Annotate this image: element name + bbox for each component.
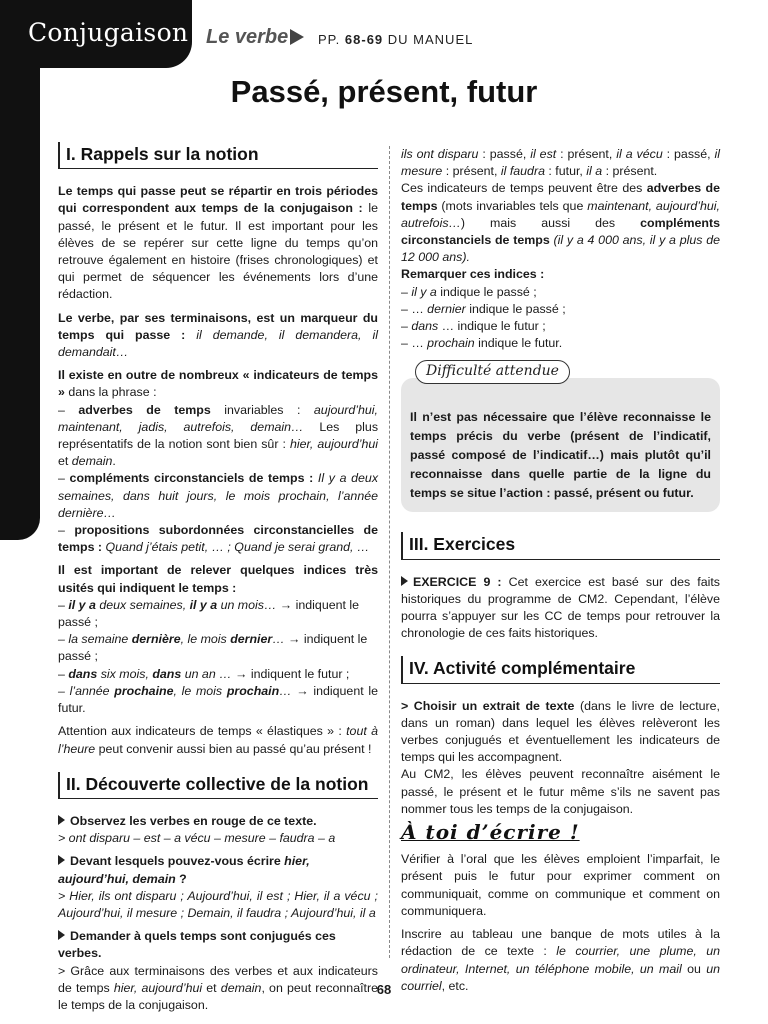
text-run: adverbes de temps (401, 181, 720, 213)
list-item (401, 301, 720, 318)
column-divider (389, 146, 390, 958)
paragraph (401, 266, 720, 283)
text-run: maintenant, aujourd’hui, autrefois… (401, 198, 720, 230)
text-run: ) mais aussi des (460, 215, 641, 230)
text-run: : passé, (662, 147, 715, 161)
text-run: – … (401, 336, 428, 351)
text-run: indique le futur. (474, 336, 563, 351)
text-run: ? (175, 871, 187, 886)
list-item (58, 666, 378, 683)
text-run: Demander à quels temps sont conjugués ces verbes. (58, 929, 336, 961)
text-run: peut convenir aussi bien au passé qu’au présent ! (95, 741, 372, 756)
paragraph (58, 562, 378, 596)
text-run: , etc. (441, 978, 469, 993)
text-run: Il est important de relever quelques indices très usités qui indiquent le temps : (58, 563, 378, 595)
text-run: , le mois (173, 683, 227, 698)
text-run: le passé, le présent et le futur. Il est important pour les élèves de se repérer sur cette ligne du temps qu’on retrouve également en histoire (frises chronologiques) et qui permet de séquencer les événements lors d’une rédaction. (58, 201, 378, 302)
difficulty-text: Il n’est pas nécessaire que l’élève reconnaisse le temps précis du verbe (présent de l’indicatif, passé composé de l’indicatif…) mais plutôt qu’il reconnaisse dans quelle partie de la ligne du temps se situe l’action : passé, présent ou futur. (410, 410, 711, 501)
tab-label: Conjugaison (28, 18, 189, 47)
text-run: ou (681, 961, 707, 976)
list-item (58, 683, 378, 717)
text-run: Devant lesquels pouvez-vous écrire (70, 854, 285, 869)
text-run: > Choisir un extrait de texte (401, 698, 575, 713)
text-run: … (279, 683, 292, 698)
text-run: Attention aux indicateurs de temps « élastiques » : (58, 724, 347, 739)
text-run: ils ont disparu (401, 147, 479, 161)
list-item (401, 335, 720, 352)
text-run: il y a (68, 597, 96, 612)
text-run: aujourd’hui, maintenant, jadis, autrefois, demain… (58, 402, 378, 434)
text-run: – la semaine (58, 632, 132, 647)
text-run: il mesure (401, 147, 721, 179)
text-run: – (58, 402, 79, 417)
text-run: Il existe en outre de nombreux « indicateurs de temps » (58, 368, 378, 400)
text-run: dans (152, 666, 182, 681)
text-run: et (58, 454, 72, 469)
text-run: invariables : (210, 402, 314, 417)
text-run: > Grâce aux terminaisons des verbes et aux indicateurs de temps (58, 963, 378, 995)
text-run: … (272, 632, 285, 647)
text-run: demain (71, 454, 113, 469)
paragraph (401, 851, 720, 920)
text-run: : futur, (544, 164, 587, 179)
text-run: : présent. (602, 164, 658, 179)
text-run: … indique le futur ; (438, 319, 546, 334)
text-run: un courriel (401, 961, 720, 993)
text-run: – (401, 319, 412, 334)
text-run: compléments circonstanciels de temps (401, 215, 720, 248)
right-column (401, 146, 720, 1001)
text-run: (mots invariables tels que (437, 198, 588, 213)
bullet-triangle-icon (58, 855, 65, 865)
bullet-triangle-icon (58, 815, 65, 825)
text-run: : présent, (442, 164, 501, 179)
bullet-triangle-icon (401, 576, 408, 586)
text-run: six mois, (97, 666, 153, 681)
paragraph (58, 310, 378, 362)
text-run: le courrier, une plume, un ordinateur, Internet, un téléphone mobile, un mail (401, 944, 721, 976)
text-run: Vérifier à l’oral que les élèves emploient l’imparfait, le présent puis le futur pour exprimer comment on communiquait, comme on communique et comment on communiquera. (401, 852, 720, 918)
text-run: (il y a 4 000 ans, il y a plus de 12 000 ans). (401, 233, 720, 265)
text-run: – (58, 597, 69, 612)
text-run: hier, aujourd’hui (289, 437, 379, 452)
text-run: il a (586, 164, 603, 179)
text-run: > Hier, ils ont disparu ; Aujourd’hui, il est ; Hier, il a vécu ; Aujourd’hui, il mesure ; Demain, il faudra ; Aujourd’hui, il a (58, 888, 378, 920)
text-run: il est (530, 147, 557, 161)
exercise (401, 574, 720, 643)
text-run: indique le passé ; (465, 301, 566, 316)
text-run: dernier (230, 632, 273, 647)
text-run: Il y a deux semaines, dans huit jours, le mois prochain, l’année dernière… (58, 471, 379, 520)
instruction (58, 813, 378, 830)
text-run: (dans le livre de lecture, dans un roman) dans lequel les élèves relèveront les verbes conjugués et éventuellement les indicateurs de temps qui les accompagnent. (401, 698, 720, 765)
text-run: prochaine (114, 683, 174, 698)
arrow-right-icon (290, 29, 304, 45)
text-run: il faudra (500, 164, 545, 179)
text-run: → indiquent le passé ; (58, 597, 360, 630)
text-run: → indiquent le passé ; (58, 632, 368, 664)
text-run: → indiquent le futur. (58, 683, 378, 716)
difficulty-box (401, 363, 720, 512)
text-run: il demande, il demandera, il demandait… (58, 327, 378, 360)
page-title: Passé, présent, futur (230, 74, 538, 109)
text-run: EXERCICE 9 : (413, 574, 502, 589)
section-tab (0, 0, 192, 68)
list-item (58, 631, 378, 665)
text-run: dans (68, 666, 98, 681)
manual-reference: PP. 68-69 DU MANUEL (318, 32, 474, 47)
text-run: Les plus représentatifs de la notion sont bien sûr : (58, 419, 379, 452)
list-item (58, 522, 378, 556)
text-run: compléments circonstanciels de temps : (69, 471, 314, 486)
text-run: . (112, 454, 116, 469)
list-item (401, 284, 720, 301)
text-run: – (401, 284, 412, 299)
text-run: – (58, 523, 75, 538)
text-run: Observez les verbes en rouge de ce texte. (70, 813, 317, 828)
text-run: prochain (427, 336, 475, 351)
text-run: – l’année (58, 683, 115, 698)
text-run: dans (411, 319, 439, 334)
paragraph (58, 183, 378, 303)
bullet-triangle-icon (58, 930, 65, 940)
text-run: il y a (189, 597, 218, 612)
text-run: adverbes de temps (78, 402, 211, 417)
answer (58, 830, 378, 847)
text-run: : présent, (556, 147, 617, 161)
section-heading: I. Rappels sur la notion (58, 142, 378, 169)
text-run: , on peut reconnaître le temps de la conjugaison. (58, 980, 378, 1012)
section-heading: III. Exercices (401, 532, 720, 559)
text-run: Au CM2, les élèves peuvent reconnaître aisément le passé, le présent et le futur même s’ils ne savent pas nommer tous les temps de la conjugaison. (401, 767, 720, 816)
text-run: un mois… (217, 597, 277, 612)
section-heading: II. Découverte collective de la notion (58, 772, 378, 799)
text-run: > ont disparu – est – a vécu – mesure – faudra – a (58, 831, 336, 846)
paragraph (58, 723, 378, 757)
instruction (58, 928, 378, 962)
list-item (58, 470, 378, 522)
paragraph (58, 367, 378, 401)
text-run: indique le passé ; (436, 284, 537, 299)
paragraph (401, 146, 720, 180)
difficulty-label: Difficulté attendue (415, 360, 570, 383)
text-run: deux semaines, (95, 597, 190, 612)
text-run: Remarquer ces indices : (401, 267, 545, 282)
writing-title: À toi d’écrire ! (401, 820, 580, 845)
text-run: demain (220, 980, 262, 995)
text-run: : passé, (478, 147, 531, 161)
text-run: dernière (131, 632, 181, 647)
text-run: – (58, 666, 69, 681)
text-run: il a vécu (616, 147, 663, 161)
text-run: Quand j’étais petit, … ; Quand je serai grand, … (102, 540, 370, 555)
text-run: – (58, 471, 70, 486)
list-item (401, 318, 720, 335)
text-run: propositions subordonnées circonstancielles de temps : (58, 523, 378, 555)
text-run: prochain (226, 683, 280, 698)
list-item (58, 597, 378, 631)
text-run: hier, aujourd’hui (113, 980, 203, 995)
text-run: Le temps qui passe peut se répartir en trois périodes qui correspondent aux temps de la conjugaison : (58, 184, 378, 216)
paragraph (401, 698, 720, 767)
paragraph (401, 766, 720, 818)
text-run: Le verbe, par ses terminaisons, est un marqueur du temps qui passe : (58, 310, 378, 342)
answer (58, 888, 378, 922)
text-run: Ces indicateurs de temps peuvent être des (401, 181, 647, 196)
text-run: dans la phrase : (64, 385, 157, 400)
text-run: hier, aujourd’hui, demain (58, 854, 310, 886)
page-number: 68 (376, 982, 392, 997)
text-run: dernier (427, 301, 466, 316)
chapter-name: Le verbe (206, 26, 289, 48)
text-run: → indiquent le futur ; (231, 666, 350, 681)
list-item (58, 402, 378, 471)
text-run: et (202, 980, 221, 995)
instruction (58, 853, 378, 887)
left-column (58, 142, 378, 1020)
text-run: – … (401, 301, 428, 316)
text-run: , le mois (180, 632, 231, 647)
text-run: Inscrire au tableau une banque de mots utiles à la rédaction de ce texte : (401, 927, 720, 959)
section-heading: IV. Activité complémentaire (401, 656, 720, 683)
text-run: tout à l’heure (58, 724, 378, 756)
paragraph (401, 180, 720, 266)
text-run: un an … (181, 666, 232, 681)
text-run: Cet exercice est basé sur des faits historiques du programme de CM2. Cependant, l’élève pourra s’appuyer sur les CC de temps pour retrouver la chronologie de ces faits historiques. (401, 574, 720, 641)
text-run: il y a (411, 284, 437, 299)
